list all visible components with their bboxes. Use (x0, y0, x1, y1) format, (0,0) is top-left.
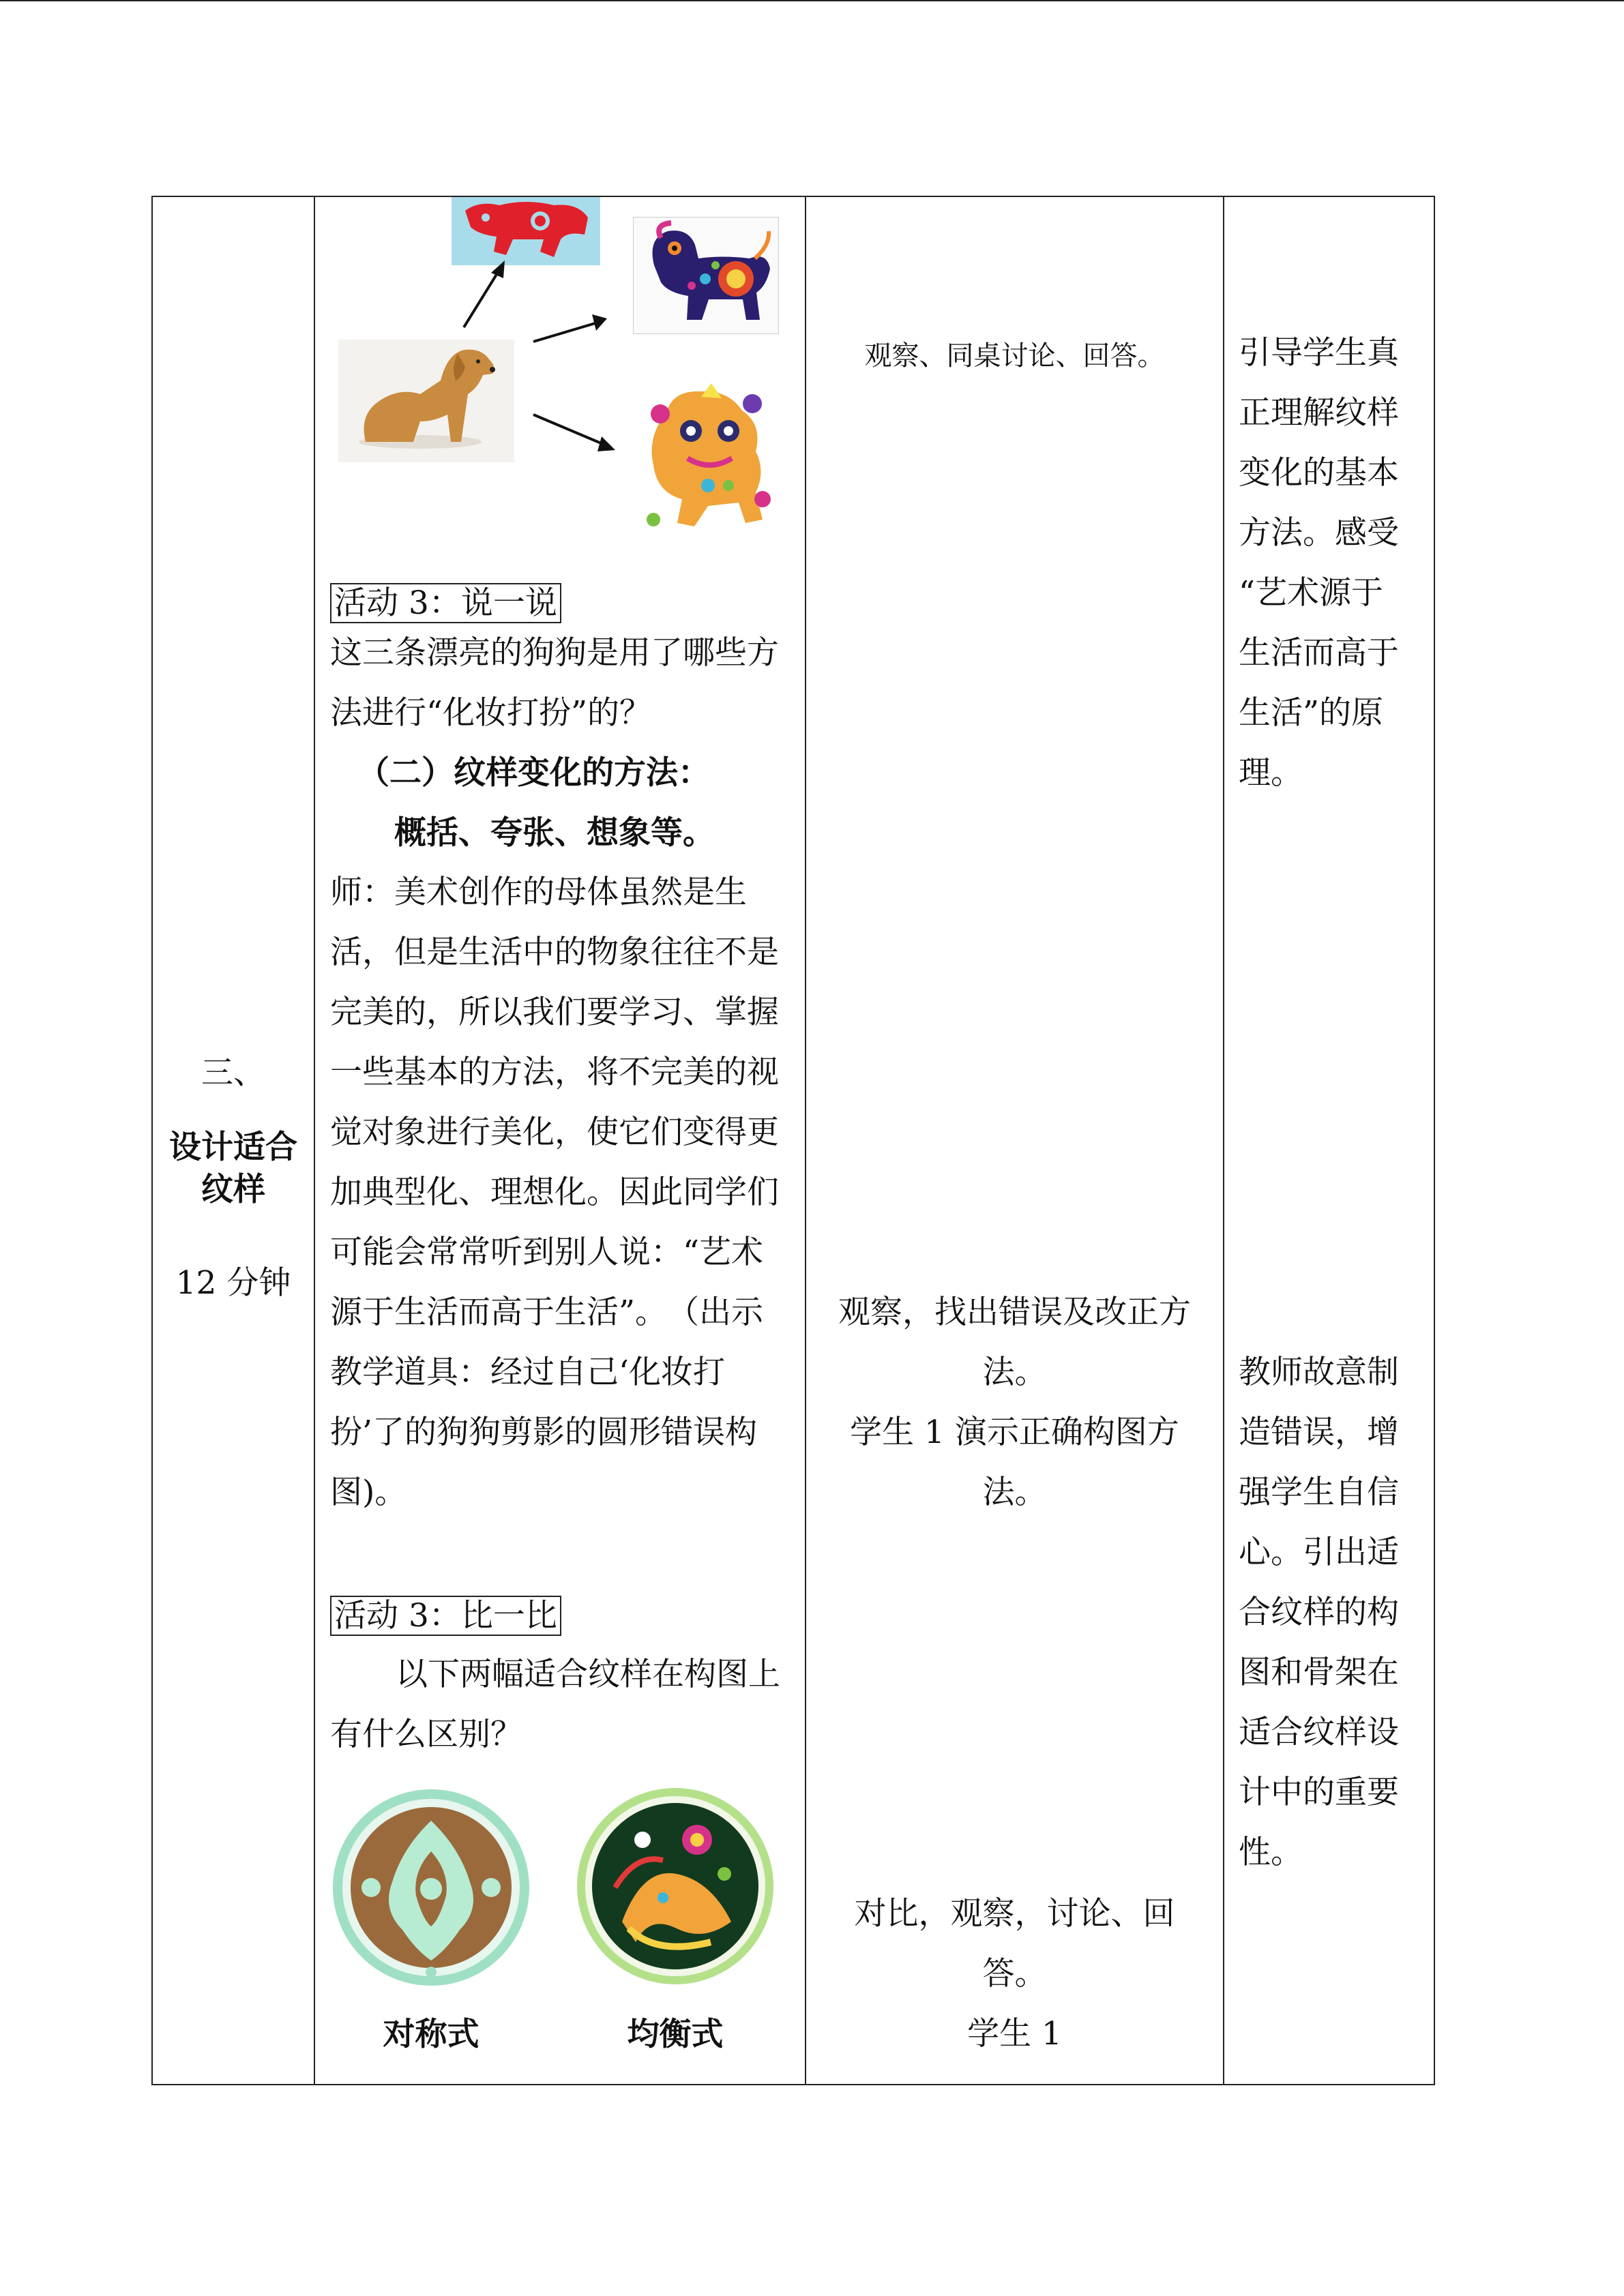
activity3-say-box: 活动 3：说一说 (330, 583, 561, 623)
balanced-round-pattern-image (574, 1785, 776, 1987)
stage-title-line1: 设计适合 (169, 1129, 297, 1166)
arrow-to-lion-dog (531, 409, 619, 457)
para-line: 可能会常常听到别人说：“艺术 (330, 1234, 764, 1271)
student-activity2-line2: 法。 (982, 1354, 1047, 1391)
para-line: 觉对象进行美化，使它们变得更 (330, 1114, 779, 1151)
para-line: 师：美术创作的母体虽然是生 (330, 874, 747, 911)
para-line: 活，但是生活中的物象往往不是 (330, 934, 779, 971)
para-line: 加典型化、理想化。因此同学们 (330, 1174, 779, 1211)
arrow-to-red-dog (457, 259, 512, 334)
intent-line: “艺术源于 (1239, 574, 1384, 612)
intent-line: 生活”的原 (1239, 694, 1384, 732)
intent-line: 理。 (1239, 754, 1303, 792)
para-line: 扮’了的狗狗剪影的圆形错误构 (330, 1414, 757, 1451)
para-line: 源于生活而高于生活”。 （出示 (330, 1294, 764, 1331)
arrow-to-colorful-dog (531, 310, 612, 351)
intent-line: 方法。感受 (1239, 514, 1399, 552)
student-activity3-line3: 学生 1 (967, 2015, 1062, 2053)
intent-line: 合纹样的构 (1239, 1594, 1399, 1631)
intent-line: 适合纹样设 (1239, 1714, 1399, 1751)
intent-line: 引导学生真 (1239, 334, 1399, 372)
student-activity3-line2: 答。 (982, 1955, 1047, 1993)
intent-line: 计中的重要 (1239, 1774, 1399, 1811)
method-items: 概括、夸张、想象等。 (394, 814, 715, 852)
golden-retriever-photo (338, 340, 514, 462)
stage-duration: 12 分钟 (175, 1264, 291, 1302)
colorful-papercut-dog-image (633, 217, 779, 334)
symmetric-round-pattern-image (330, 1787, 532, 1988)
pattern-balanced-label: 均衡式 (627, 2016, 724, 2053)
para-line: 图)。 (330, 1474, 407, 1511)
student-activity2-line1: 观察，找出错误及改正方 (838, 1294, 1191, 1331)
intent-line: 变化的基本 (1239, 454, 1399, 492)
intent-line: 教师故意制 (1239, 1354, 1399, 1391)
student-activity2-line3: 学生 1 演示正确构图方 (850, 1414, 1179, 1451)
stage-number: 三、 (201, 1054, 265, 1092)
intent-line: 图和骨架在 (1239, 1654, 1399, 1691)
question-line1: 这三条漂亮的狗狗是用了哪些方 (330, 634, 779, 672)
para-line: 教学道具：经过自己‘化妆打 (330, 1354, 725, 1391)
para-line: 完美的，所以我们要学习、掌握 (330, 994, 779, 1031)
compare-line2: 有什么区别？ (330, 1716, 522, 1753)
page-top-border (0, 0, 1624, 1)
intent-line: 心。引出适 (1239, 1534, 1399, 1571)
student-activity3-line1: 对比，观察，讨论、回 (854, 1895, 1175, 1933)
para-line: 一些基本的方法，将不完美的视 (330, 1054, 779, 1091)
method-heading: （二）纹样变化的方法： (357, 754, 710, 792)
intent-line: 正理解纹样 (1239, 394, 1399, 432)
pattern-symmetric-label: 对称式 (383, 2016, 479, 2053)
compare-line1: 以下两幅适合纹样在构图上 (396, 1656, 780, 1693)
intent-line: 性。 (1239, 1834, 1303, 1871)
stage-title-line2: 纹样 (201, 1171, 265, 1208)
question-line2: 法进行“化妆打扮”的？ (330, 694, 652, 732)
intent-line: 造错误，增 (1239, 1414, 1399, 1451)
lion-dog-papercut-image (626, 383, 780, 547)
activity3-compare-box: 活动 3：比一比 (330, 1596, 561, 1636)
activity3-compare-label (330, 1586, 561, 1646)
intent-line: 生活而高于 (1239, 634, 1399, 672)
student-activity1: 观察、同桌讨论、回答。 (864, 340, 1165, 372)
intent-line: 强学生自信 (1239, 1474, 1399, 1511)
red-papercut-dog-image (452, 197, 600, 265)
student-activity2-line4: 法。 (982, 1474, 1047, 1511)
